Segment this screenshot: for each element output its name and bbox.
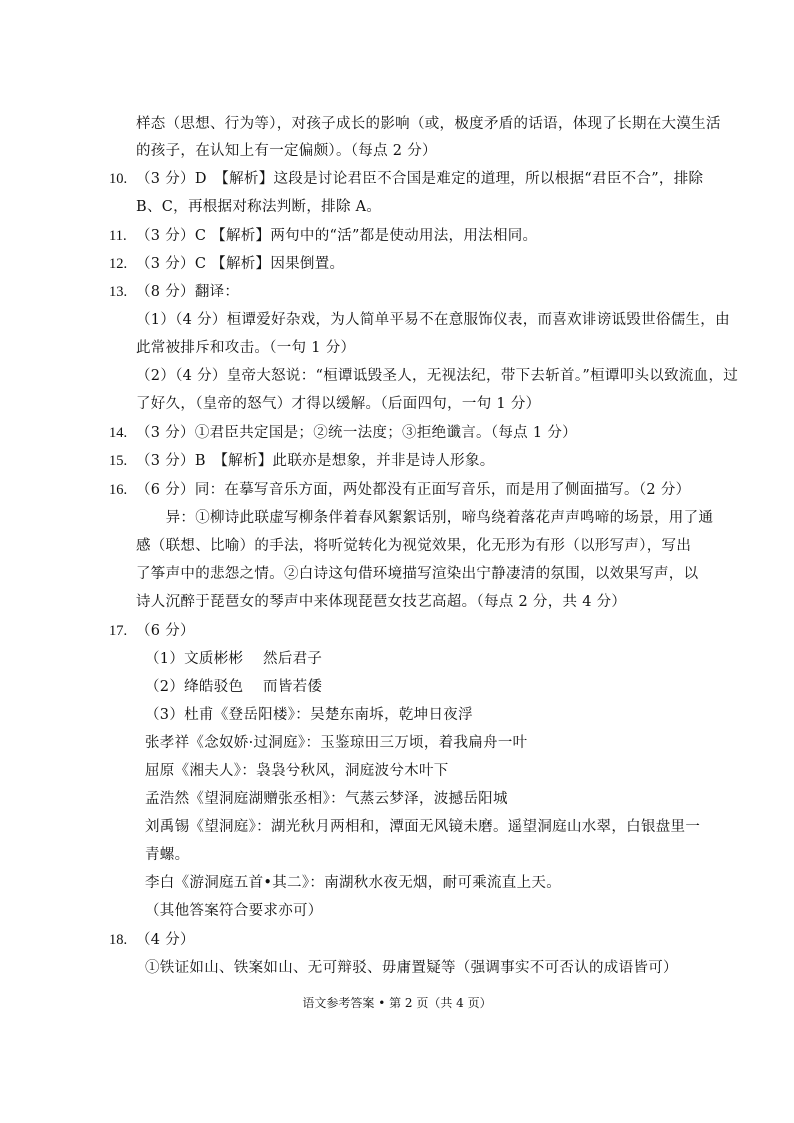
text-line: （3 分）C 【解析】因果倒置。 bbox=[136, 256, 345, 272]
text-line: （6 分） bbox=[136, 623, 195, 639]
text-line: （3 分）B 【解析】此联亦是想象，并非是诗人形象。 bbox=[136, 453, 495, 469]
text-line: （其他答案符合要求亦可） bbox=[145, 903, 323, 919]
text-line: （1）文质彬彬 然后君子 bbox=[145, 651, 323, 667]
text-line: 感（联想、比喻）的手法，将听觉转化为视觉效果，化无形为有形（以形写声），写出 bbox=[136, 538, 692, 554]
text-line: （3）杜甫《登岳阳楼》：吴楚东南坼，乾坤日夜浮 bbox=[145, 707, 473, 723]
question-number: 16. bbox=[109, 482, 128, 498]
text-line: （2）绛皓驳色 而皆若倭 bbox=[145, 679, 323, 695]
text-line: （6 分）同：在摹写音乐方面，两处都没有正面写音乐，而是用了侧面描写。（2 分） bbox=[136, 482, 691, 498]
question-number: 14. bbox=[109, 425, 128, 441]
text-line: B、C，再根据对称法判断，排除 A。 bbox=[136, 199, 382, 215]
text-line: 刘禹锡《望洞庭》：湖光秋月两相和，潭面无风镜未磨。遥望洞庭山水翠，白银盘里一 bbox=[145, 819, 701, 835]
text-line: 青螺。 bbox=[145, 847, 190, 863]
text-line: 样态（思想、行为等），对孩子成长的影响（或，极度矛盾的话语，体现了长期在大漠生活 bbox=[136, 116, 721, 132]
question-number: 12. bbox=[109, 256, 128, 272]
text-line: 了筝声中的悲怨之情。②白诗这句借环境描写渲染出宁静凄清的氛围，以效果写声，以 bbox=[136, 566, 699, 582]
page-footer: 语文参考答案 • 第 2 页（共 4 页） bbox=[302, 996, 492, 1010]
text-line: 异：①柳诗此联虚写柳条伴着春风絮絮话别，啼鸟绕着落花声声鸣啼的场景，用了通 bbox=[136, 510, 714, 526]
text-line: 诗人沉醉于琵琶女的琴声中来体现琵琶女技艺高超。（每点 2 分，共 4 分） bbox=[136, 594, 627, 610]
text-line: 的孩子，在认知上有一定偏颇）。（每点 2 分） bbox=[136, 143, 437, 159]
question-number: 11. bbox=[109, 228, 127, 244]
question-number: 15. bbox=[109, 453, 128, 469]
text-line: 张孝祥《念奴娇·过洞庭》：玉鉴琼田三万顷，着我扁舟一叶 bbox=[145, 735, 528, 751]
text-line: 此常被排斥和攻击。（一句 1 分） bbox=[136, 340, 356, 356]
text-line: 李白《游洞庭五首•其二》：南湖秋水夜无烟，耐可乘流直上天。 bbox=[145, 875, 561, 891]
text-line: （3 分）D 【解析】这段是讨论君臣不合国是难定的道理，所以根据“君臣不合”，排除 bbox=[136, 171, 704, 187]
text-line: ①铁证如山、铁案如山、无可辩驳、毋庸置疑等（强调事实不可否认的成语皆可） bbox=[145, 960, 678, 976]
question-number: 18. bbox=[109, 932, 128, 948]
question-number: 13. bbox=[109, 284, 128, 300]
text-line: （3 分）①君臣共定国是；②统一法度；③拒绝谶言。（每点 1 分） bbox=[136, 425, 577, 441]
text-line: （8 分）翻译： bbox=[136, 284, 240, 300]
text-line: （2）（4 分）皇帝大怒说：“桓谭诋毁圣人，无视法纪，带下去斩首。”桓谭叩头以致流血，过 bbox=[136, 368, 739, 384]
text-line: 屈原《湘夫人》：袅袅兮秋风，洞庭波兮木叶下 bbox=[145, 763, 449, 779]
text-line: 孟浩然《望洞庭湖赠张丞相》：气蒸云梦泽，波撼岳阳城 bbox=[145, 791, 508, 807]
text-line: （4 分） bbox=[136, 932, 195, 948]
text-line: 了好久，（皇帝的怒气）才得以缓解。（后面四句，一句 1 分） bbox=[136, 396, 541, 412]
text-line: （1）（4 分）桓谭爱好杂戏，为人简单平易不在意服饰仪表，而喜欢诽谤诋毁世俗儒生，由 bbox=[136, 312, 730, 328]
text-line: （3 分）C 【解析】两句中的“活”都是使动用法，用法相同。 bbox=[136, 228, 538, 244]
question-number: 10. bbox=[109, 171, 128, 187]
question-number: 17. bbox=[109, 623, 128, 639]
